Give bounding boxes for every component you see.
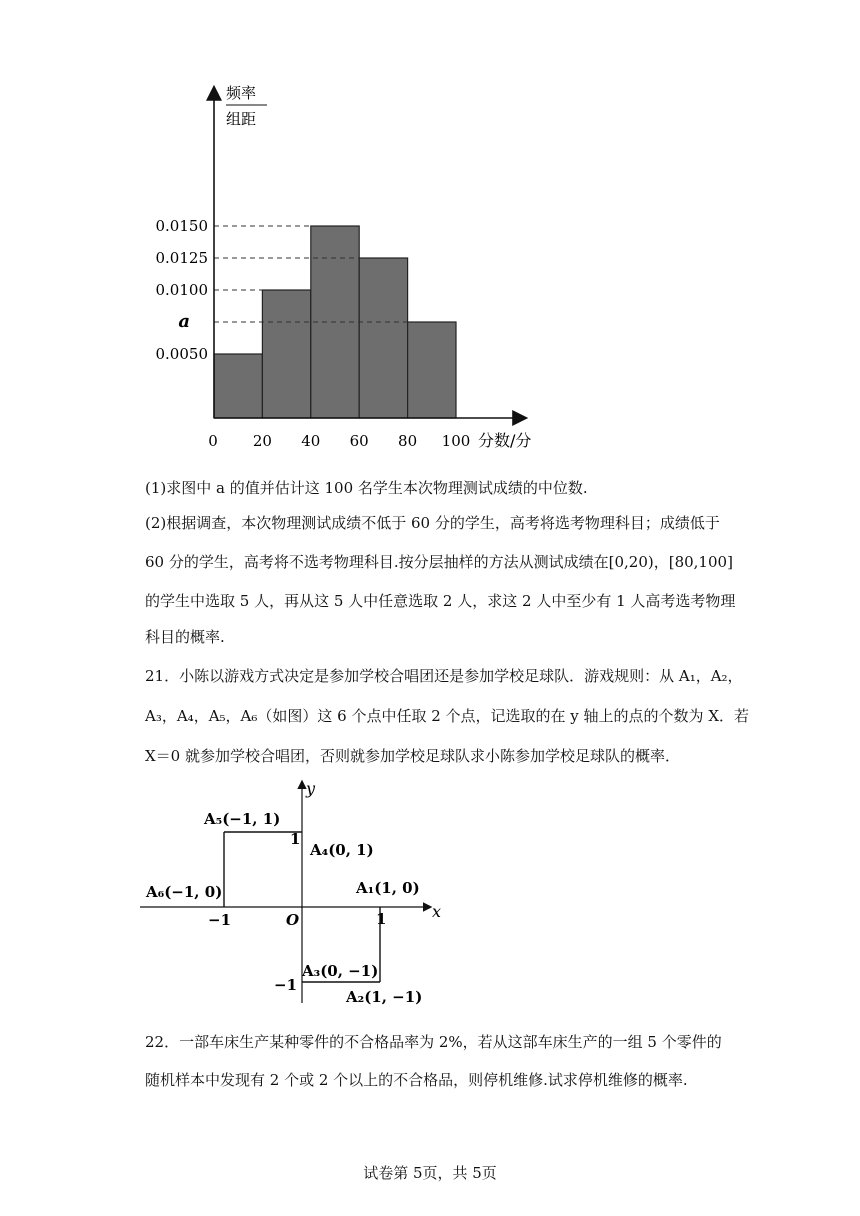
y-tick-label-2: 0.0100 <box>155 281 208 299</box>
x-tick-labels <box>208 432 470 450</box>
coordinate-figure <box>140 778 460 1008</box>
q20-part1: (1)求图中 a 的值并估计这 100 名学生本次物理测试成绩的中位数. <box>145 479 588 497</box>
x-tick-label-4: 80 <box>398 432 418 450</box>
histogram-bar-1 <box>262 290 310 418</box>
x-tick-label-2: 40 <box>301 432 321 450</box>
x-axis-label: 分数/分 <box>478 431 532 450</box>
point-label-a5: A₅(−1, 1) <box>204 810 281 828</box>
point-label-a2: A₂(1, −1) <box>346 988 423 1006</box>
y-label-top: 频率 <box>226 84 257 102</box>
histogram-bar-3 <box>359 258 407 418</box>
y-label-bottom: 组距 <box>226 110 257 128</box>
q20-part2-line1: (2)根据调查，本次物理测试成绩不低于 60 分的学生，高考将选考物理科目；成绩低于 <box>145 514 720 532</box>
y-tick-label-1: 0.0125 <box>155 249 208 267</box>
y-tick-label-3: a <box>178 311 190 332</box>
point-label-a6: A₆(−1, 0) <box>146 883 223 901</box>
coord-y-label: y <box>306 779 316 798</box>
q22-line1: 22．一部车床生产某种零件的不合格品率为 2%，若从这部车床生产的一组 5 个零件的 <box>145 1033 722 1051</box>
q22-line2: 随机样本中发现有 2 个或 2 个以上的不合格品，则停机维修.试求停机维修的概率. <box>145 1071 688 1089</box>
histogram-bar-4 <box>408 322 456 418</box>
x-tick-label-5: 100 <box>441 432 471 450</box>
q21-line1: 21．小陈以游戏方式决定是参加学校合唱团还是参加学校足球队．游戏规则：从 A₁，A₂， <box>145 667 743 685</box>
coord-origin-label: O <box>286 911 300 929</box>
q20-part2-line2: 60 分的学生，高考将不选考物理科目.按分层抽样的方法从测试成绩在[0,20)，[80,100] <box>145 553 733 571</box>
y-tick-label-0: 0.0150 <box>155 217 208 235</box>
q21-line3: X＝0 就参加学校合唱团，否则就参加学校足球队求小陈参加学校足球队的概率． <box>145 747 680 765</box>
point-label-a4: A₄(0, 1) <box>310 841 374 859</box>
tick-pos-x: 1 <box>376 910 387 928</box>
q20-part2-line4: 科目的概率. <box>145 628 225 646</box>
tick-neg-x: −1 <box>208 911 232 929</box>
tick-neg-y: −1 <box>274 976 298 994</box>
x-tick-label-1: 20 <box>252 432 272 450</box>
histogram-bar-0 <box>214 354 262 418</box>
coord-x-label: x <box>432 902 442 921</box>
x-tick-label-3: 60 <box>349 432 369 450</box>
point-label-a1: A₁(1, 0) <box>356 879 420 897</box>
y-tick-label-4: 0.0050 <box>155 345 208 363</box>
q20-part2-line3: 的学生中选取 5 人，再从这 5 人中任意选取 2 人，求这 2 人中至少有 1 人高考选考物理 <box>145 592 736 610</box>
page-footer: 试卷第 5页，共 5页 <box>363 1164 497 1182</box>
q21-line2: A₃，A₄，A₅，A₆（如图）这 6 个点中任取 2 个点，记选取的在 y 轴上的点的个数为 X．若 <box>145 707 750 725</box>
histogram-figure <box>140 80 560 460</box>
point-label-a3: A₃(0, −1) <box>302 962 379 980</box>
y-tick-labels <box>156 217 209 363</box>
x-tick-label-0: 0 <box>208 432 218 450</box>
tick-pos-y: 1 <box>290 830 301 848</box>
